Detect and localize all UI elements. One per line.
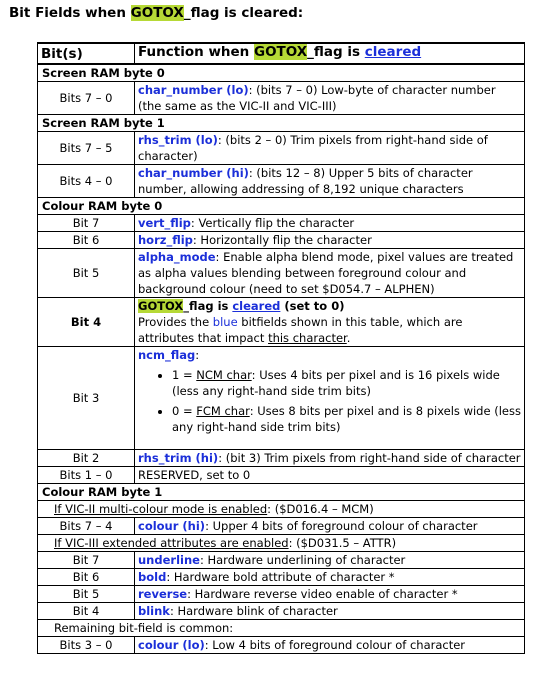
table-row (38, 569, 525, 586)
field-name: underline (138, 553, 200, 567)
table-row (38, 232, 525, 249)
table-row (38, 298, 525, 347)
field-name: char_number (lo) (138, 83, 249, 97)
function-cell: blink: Hardware blink of character (135, 603, 525, 620)
table-row (38, 215, 525, 232)
bits-cell: Bit 6 (38, 569, 135, 586)
subsection-vic2: If VIC-II multi-colour mode is enabled: ($D016.4 – MCM) (38, 501, 525, 518)
bits-cell: Bits 1 – 0 (38, 467, 135, 484)
section-screen-ram-0: Screen RAM byte 0 (38, 64, 525, 82)
section-colour-ram-1: Colour RAM byte 1 (38, 484, 525, 501)
cleared-link[interactable]: cleared (232, 299, 281, 313)
header-function: Function when GOTOX_flag is cleared (135, 43, 525, 64)
bits-cell: Bit 6 (38, 232, 135, 249)
field-name: colour (lo) (138, 638, 205, 652)
subsection-vic3: If VIC-III extended attributes are enabled: ($D031.5 – ATTR) (38, 535, 525, 552)
bits-cell: Bits 3 – 0 (38, 637, 135, 654)
fcm-char-link[interactable]: FCM char (196, 404, 250, 418)
table-row (38, 603, 525, 620)
bits-cell: Bit 4 (38, 298, 135, 347)
function-cell: underline: Hardware underlining of character (135, 552, 525, 569)
table-row (38, 518, 525, 535)
field-name: alpha_mode (138, 250, 216, 264)
list-item: • 1 = NCM char: Uses 4 bits per pixel and is 16 pixels wide (less any right-hand side trim bits) (172, 367, 521, 399)
heading-text: Bit Fields when (9, 5, 131, 21)
function-cell: bold: Hardware bold attribute of character * (135, 569, 525, 586)
bitfield-table (37, 42, 525, 654)
field-name: blink (138, 604, 170, 618)
bits-cell: Bit 5 (38, 586, 135, 603)
function-cell: alpha_mode: Enable alpha blend mode, pixel values are treated as alpha values blending between foreground colour and background colour (need to set $D054.7 – ALPHEN) (135, 249, 525, 298)
blue-word: blue (212, 315, 238, 329)
section-colour-ram-0: Colour RAM byte 0 (38, 198, 525, 215)
table-row (38, 165, 525, 198)
function-cell: rhs_trim (hi): (bit 3) Trim pixels from right-hand side of character (135, 450, 525, 467)
heading-gotox-highlight: GOTOX (130, 5, 184, 21)
section-screen-ram-1: Screen RAM byte 1 (38, 115, 525, 132)
bits-cell: Bits 7 – 4 (38, 518, 135, 535)
bits-cell: Bit 4 (38, 603, 135, 620)
ncm-flag-list (138, 367, 521, 435)
table-row (38, 132, 525, 165)
this-character-text: this character (268, 331, 347, 345)
field-name: horz_flip (138, 233, 193, 247)
table-row (38, 82, 525, 115)
table-row (38, 467, 525, 484)
bits-cell: Bit 7 (38, 552, 135, 569)
table-row (38, 347, 525, 450)
bits-cell: Bits 7 – 0 (38, 82, 135, 115)
header-bits: Bit(s) (38, 43, 135, 64)
function-cell: vert_flip: Vertically flip the character (135, 215, 525, 232)
field-name: bold (138, 570, 167, 584)
gotox-highlight: GOTOX (138, 299, 184, 313)
field-name: ncm_flag (138, 348, 196, 362)
table-header-row (38, 43, 525, 64)
bits-cell: Bit 2 (38, 450, 135, 467)
field-name: rhs_trim (hi) (138, 451, 219, 465)
table-row (38, 637, 525, 654)
function-cell: RESERVED, set to 0 (135, 467, 525, 484)
table-row (38, 450, 525, 467)
function-cell: char_number (hi): (bits 12 – 8) Upper 5 bits of character number, allowing addressing of 8,192 unique characters (135, 165, 525, 198)
list-item: • 0 = FCM char: Uses 8 bits per pixel and is 8 pixels wide (less any right-hand side trim bits) (172, 403, 521, 435)
table-row (38, 586, 525, 603)
bits-cell: Bit 3 (38, 347, 135, 450)
subsection-common: Remaining bit-field is common: (38, 620, 525, 637)
function-cell: reverse: Hardware reverse video enable of character * (135, 586, 525, 603)
cleared-link[interactable]: cleared (364, 44, 422, 60)
page-heading (9, 5, 303, 21)
function-cell: GOTOX_flag is cleared (set to 0) Provides the blue bitfields shown in this table, which are attributes that impact this character. (135, 298, 525, 347)
header-gotox-highlight: GOTOX (254, 44, 308, 60)
function-cell: char_number (lo): (bits 7 – 0) Low-byte of character number (the same as the VIC-II and VIC-III) (135, 82, 525, 115)
bits-cell: Bits 4 – 0 (38, 165, 135, 198)
heading-text-end: _flag is cleared: (183, 5, 304, 21)
ncm-char-link[interactable]: NCM char (196, 368, 252, 382)
function-cell: ncm_flag: • 1 = NCM char: Uses 4 bits per pixel and is 16 pixels wide (less any right-hand side trim bits) • 0 = FCM char: Uses 8 bits per pixel and is 8 pixels wide (less any right-hand side trim bits) (135, 347, 525, 450)
table-row (38, 249, 525, 298)
function-cell: colour (hi): Upper 4 bits of foreground colour of character (135, 518, 525, 535)
table-row (38, 552, 525, 569)
bits-cell: Bit 7 (38, 215, 135, 232)
field-name: rhs_trim (lo) (138, 133, 218, 147)
function-cell: rhs_trim (lo): (bits 2 – 0) Trim pixels from right-hand side of character) (135, 132, 525, 165)
field-name: colour (hi) (138, 519, 206, 533)
function-cell: horz_flip: Horizontally flip the character (135, 232, 525, 249)
field-name: vert_flip (138, 216, 191, 230)
field-name: reverse (138, 587, 188, 601)
bits-cell: Bit 5 (38, 249, 135, 298)
field-name: char_number (hi) (138, 166, 249, 180)
bits-cell: Bits 7 – 5 (38, 132, 135, 165)
function-cell: colour (lo): Low 4 bits of foreground colour of character (135, 637, 525, 654)
